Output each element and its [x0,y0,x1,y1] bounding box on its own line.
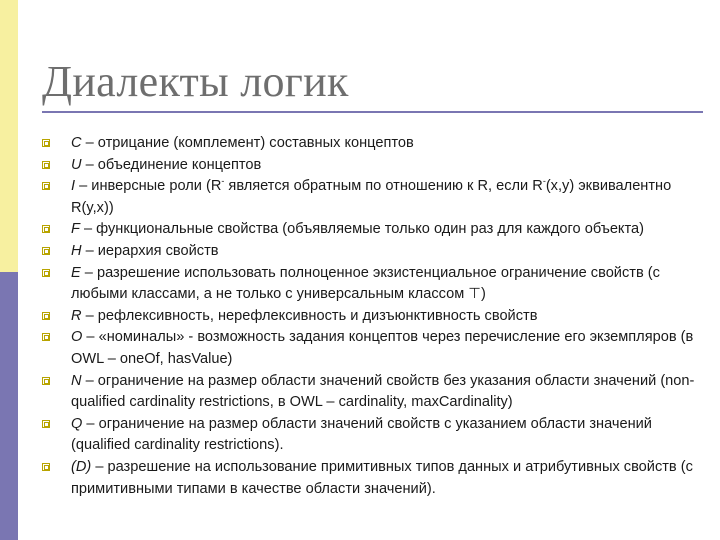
item-key: O [71,329,83,346]
hollow-square-bullet-icon [42,420,50,428]
list-item-i [40,176,700,219]
dialect-list [40,133,700,500]
hollow-square-bullet-icon [42,182,50,190]
item-text: – ограничение на размер области значений свойств без указания области значений (non-qualified cardinality restrictions, в OWL – cardinality, maxCardinality) [71,372,695,411]
item-text-part-b: является обратным по отношению к R, если R [224,178,543,195]
item-key: C [71,135,82,151]
list-item-n [40,371,700,414]
hollow-square-bullet-icon [42,269,50,277]
hollow-square-bullet-icon [42,247,50,255]
item-text: – разрешение на использование примитивных типов данных и атрибутивных свойств (с примитивными типами в качестве области значений). [71,458,693,497]
item-text: – рефлексивность, нерефлексивность и дизъюнктивность свойств [81,307,538,324]
list-item-e [40,263,700,306]
list-item-u [40,155,700,177]
accent-band-purple [0,272,18,540]
item-text: – функциональные свойства (объявляемые только один раз для каждого объекта) [79,221,644,238]
item-text: – иерархия свойств [81,242,219,259]
item-key: Q [71,415,83,432]
item-text-part-c: (x,y) эквивалентно R(y,x)) [71,178,672,216]
item-key: F [71,221,80,238]
item-text: – ограничение на размер области значений свойств с указанием области значений (qualified cardinality restrictions). [71,415,652,454]
hollow-square-bullet-icon [42,139,50,147]
item-key: R [71,307,82,324]
list-item-c [40,133,700,155]
item-text-part-a: – инверсные роли (R [75,178,222,195]
list-item-r [40,306,700,328]
item-text: – отрицание (комплемент) составных концептов [81,135,414,151]
title-underline [42,111,703,113]
item-text: – объединение концептов [81,156,262,173]
hollow-square-bullet-icon [42,161,50,169]
inverse-mark: - [542,176,546,187]
list-item-o [40,327,700,370]
hollow-square-bullet-icon [42,333,50,341]
hollow-square-bullet-icon [42,225,50,233]
item-key: E [71,264,81,281]
item-key: H [71,242,82,259]
hollow-square-bullet-icon [42,312,50,320]
slide-title: Диалекты логик [42,57,349,106]
item-key: I [71,178,76,195]
inverse-mark: - [221,176,225,187]
hollow-square-bullet-icon [42,463,50,471]
list-item-f [40,219,700,241]
item-text: – разрешение использовать полноценное экзистенциальное ограничение свойств (с любыми классами, а не только с универсальным классом ⊤) [71,264,660,303]
list-item-d [40,457,700,500]
list-item-q [40,414,700,457]
hollow-square-bullet-icon [42,377,50,385]
item-key: (D) [71,458,92,475]
item-key: N [71,372,82,389]
item-text: – «номиналы» - возможность задания концептов через перечисление его экземпляров (в OWL – oneOf, hasValue) [71,329,694,367]
item-key: U [71,156,82,173]
list-item-h [40,241,700,263]
accent-band-yellow [0,0,18,272]
